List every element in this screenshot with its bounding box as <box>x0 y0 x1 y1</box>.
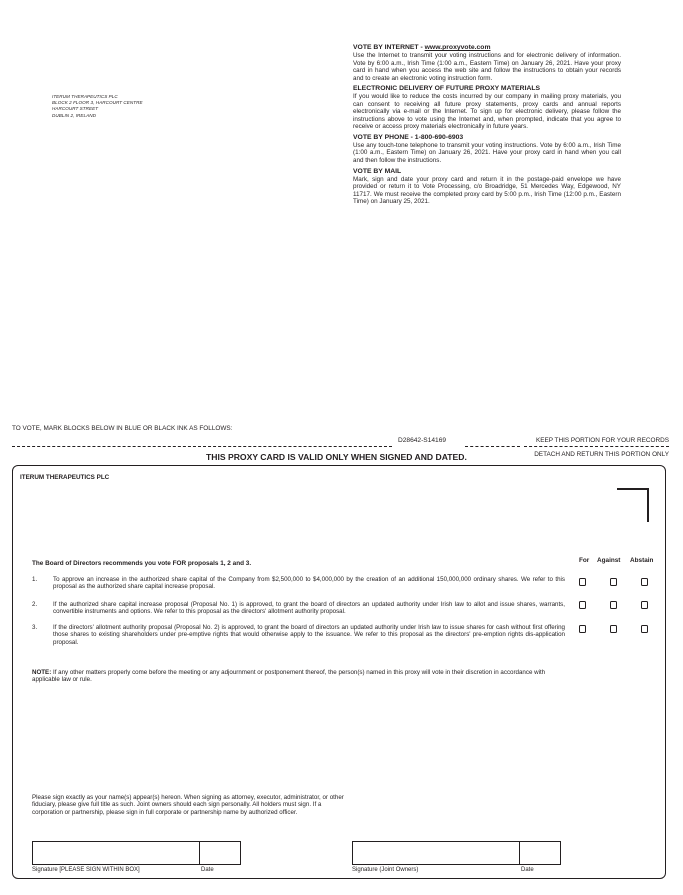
mark-instructions: TO VOTE, MARK BLOCKS BELOW IN BLUE OR BLACK INK AS FOLLOWS: <box>12 425 233 432</box>
cut-line <box>524 446 669 447</box>
mailing-address <box>52 94 143 119</box>
proposal-3-abstain-checkbox[interactable] <box>641 625 648 633</box>
corner-mark <box>617 488 649 522</box>
phone-body: Use any touch-tone telephone to transmit your voting instructions. Vote by 6:00 a.m., Irish Time (1:00 a.m., Eastern Time) on January 26, 2021. Have your proxy card in hand when you call and then follow the instructions. <box>353 141 621 165</box>
proposal-number: 2. <box>32 601 38 608</box>
board-recommendation: The Board of Directors recommends you vote FOR proposals 1, 2 and 3. <box>32 560 252 567</box>
proposal-text: To approve an increase in the authorized share capital of the Company from $2,500,000 to $4,000,000 by the creation of an additional 150,000,000 ordinary shares. We refer to this proposal as the authorized share capital increase proposal. <box>53 576 565 591</box>
cut-line <box>465 446 520 447</box>
date-box[interactable] <box>199 841 241 865</box>
proposal-text: If the directors' allotment authority proposal (Proposal No. 2) is approved, to grant the board of directors an updated authority under Irish law to issue shares for cash without first offering those shares to existing shareholders under pre-emptive rights that would otherwise apply to the issuance. We refer to this proposal as the directors' pre-emption rights dis-application proposal. <box>53 624 565 646</box>
control-number: D28642-S14169 <box>398 437 447 444</box>
valid-notice: THIS PROXY CARD IS VALID ONLY WHEN SIGNED AND DATED. <box>206 452 467 462</box>
signature-box[interactable] <box>32 841 200 865</box>
column-header-abstain: Abstain <box>630 557 654 564</box>
joint-date-box[interactable] <box>519 841 561 865</box>
address-line: ITERUM THERAPEUTICS PLC <box>52 94 118 99</box>
cut-line <box>12 446 392 447</box>
internet-body: Use the Internet to transmit your voting instructions and for electronic delivery of information. Vote by 6:00 a.m., Irish Time (1:00 a.m., Eastern Time) on January 26, 2021. Have your proxy card in hand when you access the web site and follow the instructions to obtain your records and to create an electronic voting instruction form. <box>353 52 621 82</box>
column-header-against: Against <box>597 557 621 564</box>
company-name: ITERUM THERAPEUTICS PLC <box>20 474 110 481</box>
signature-label: Signature [PLEASE SIGN WITHIN BOX] <box>32 867 140 873</box>
proposal-3 <box>32 624 565 646</box>
proposal-3-for-checkbox[interactable] <box>579 625 586 633</box>
note-text: If any other matters properly come before the meeting or any adjournment or postponement thereof, the person(s) named in this proxy will vote in their discretion in accordance with applicable law or rule. <box>32 669 546 684</box>
joint-date-label: Date <box>521 867 534 873</box>
proposal-1-for-checkbox[interactable] <box>579 578 586 586</box>
proposal-1-abstain-checkbox[interactable] <box>641 578 648 586</box>
proposal-text: If the authorized share capital increase proposal (Proposal No. 1) is approved, to grant the board of directors an updated authority under Irish law to allot and issue shares, warrants, convertible instruments and options. We refer to this proposal as the directors' allotment authority proposal. <box>53 601 565 616</box>
keep-portion-text: KEEP THIS PORTION FOR YOUR RECORDS <box>535 437 669 444</box>
electronic-body: If you would like to reduce the costs incurred by our company in mailing proxy materials, you can consent to receiving all future proxy statements, proxy cards and annual reports electronically via e-mail or the Internet. To sign up for electronic delivery, please follow the instructions above to vote using the Internet and, when prompted, indicate that you agree to receive or access proxy materials electronically in future years. <box>353 93 621 131</box>
address-line: HARCOURT STREET <box>52 106 99 112</box>
proposal-2-abstain-checkbox[interactable] <box>641 601 648 609</box>
signing-instructions: Please sign exactly as your name(s) appear(s) hereon. When signing as attorney, executor, administrator, or other fiduciary, please give full title as such. Joint owners should each sign personally. All holders must sign. If a corporation or partnership, please sign in full corporate or partnership name by authorized officer. <box>32 794 344 816</box>
address-line: DUBLIN 2, IRELAND <box>52 112 96 118</box>
detach-text: DETACH AND RETURN THIS PORTION ONLY <box>534 451 669 458</box>
proposal-number: 3. <box>32 624 38 631</box>
proposal-1 <box>32 576 565 591</box>
proxyvote-link[interactable]: www.proxyvote.com <box>424 44 491 51</box>
address-line: BLOCK 2 FLOOR 3, HARCOURT CENTRE <box>52 100 143 106</box>
proposal-2 <box>32 601 565 616</box>
mail-body: Mark, sign and date your proxy card and return it in the postage-paid envelope we have provided or return it to Vote Processing, c/o Broadridge, 51 Mercedes Way, Edgewood, NY 11717. We must receive the completed proxy card by 5:00 p.m., Irish Time (12:00 p.m., Eastern Time) on January 25, 2021. <box>353 175 621 206</box>
internet-heading: VOTE BY INTERNET - www.proxyvote.com <box>353 44 491 51</box>
joint-signature-box[interactable] <box>352 841 520 865</box>
proposal-2-for-checkbox[interactable] <box>579 601 586 609</box>
proposal-1-against-checkbox[interactable] <box>610 578 617 586</box>
note <box>32 669 567 684</box>
proposal-2-against-checkbox[interactable] <box>610 601 617 609</box>
date-label: Date <box>201 867 214 873</box>
phone-heading: VOTE BY PHONE - 1-800-690-6903 <box>353 133 464 141</box>
column-header-for: For <box>579 557 590 564</box>
proposal-3-against-checkbox[interactable] <box>610 625 617 633</box>
mail-heading: VOTE BY MAIL <box>353 167 402 175</box>
electronic-heading: ELECTRONIC DELIVERY OF FUTURE PROXY MATERIALS <box>353 85 541 93</box>
note-label: NOTE: <box>32 669 52 676</box>
proposal-number: 1. <box>32 576 38 583</box>
voting-instructions <box>353 44 621 209</box>
joint-signature-label: Signature (Joint Owners) <box>352 867 419 873</box>
